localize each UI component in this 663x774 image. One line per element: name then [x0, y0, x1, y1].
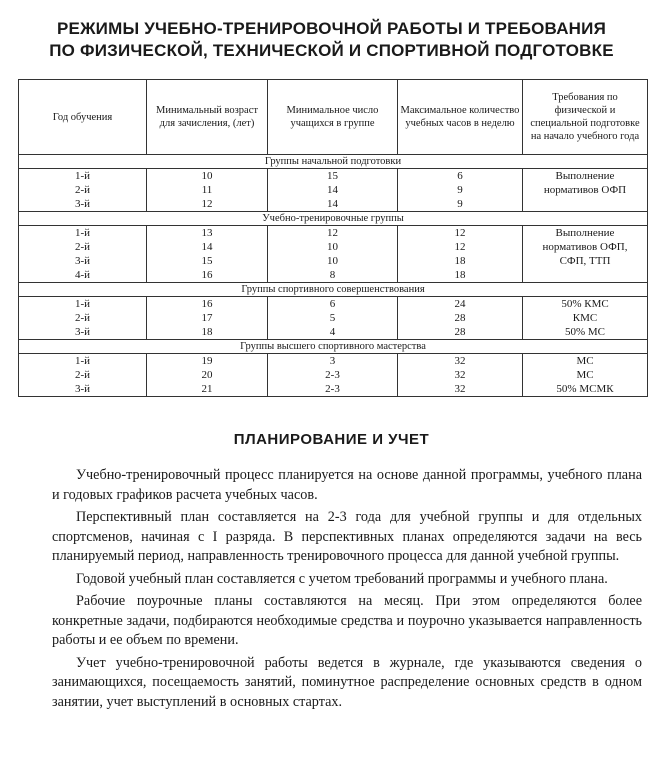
header-max-hours: Максимальное количество учебных часов в неделю — [398, 80, 523, 155]
cell-students: 6 — [268, 297, 398, 312]
cell-age: 14 — [147, 240, 268, 254]
cell-students: 5 — [268, 311, 398, 325]
cell-hours: 6 — [398, 169, 523, 184]
paragraph: Годовой учебный план составляется с учетом требований программы и учебного плана. — [76, 570, 608, 587]
cell-year: 4-й — [19, 268, 147, 283]
cell-hours: 9 — [398, 183, 523, 197]
header-min-students: Минимальное число учащихся в группе — [268, 80, 398, 155]
cell-year: 2-й — [19, 183, 147, 197]
group-header-row — [19, 283, 648, 297]
requirement-line: Выполнение — [555, 170, 615, 182]
cell-hours: 32 — [398, 382, 523, 397]
cell-age: 13 — [147, 226, 268, 241]
cell-requirements: 50% МС — [523, 325, 648, 340]
header-min-age: Минимальный возраст для зачисления, (лет) — [147, 80, 268, 155]
cell-hours: 28 — [398, 311, 523, 325]
cell-hours: 32 — [398, 354, 523, 369]
cell-year: 3-й — [19, 382, 147, 397]
cell-age: 12 — [147, 197, 268, 212]
cell-age: 19 — [147, 354, 268, 369]
cell-year: 1-й — [19, 226, 147, 241]
cell-year: 2-й — [19, 240, 147, 254]
header-year: Год обучения — [19, 80, 147, 155]
paragraph: Рабочие поурочные планы составляются на месяц. При этом определяются более конкретные задачи, подбираются необходимые средства и поурочно указывается направленность работы и ее объем по времени. — [52, 593, 642, 648]
cell-age: 10 — [147, 169, 268, 184]
cell-students: 3 — [268, 354, 398, 369]
cell-year: 3-й — [19, 254, 147, 268]
cell-age: 16 — [147, 268, 268, 283]
group-header-row — [19, 155, 648, 169]
cell-hours: 18 — [398, 268, 523, 283]
group-header-row — [19, 212, 648, 226]
cell-hours: 12 — [398, 226, 523, 241]
requirement-line: СФП, ТТП — [559, 255, 611, 267]
table-row — [19, 368, 648, 382]
paragraph: Учебно-тренировочный процесс планируется на основе данной программы, учебного плана и годовых графиков расчета учебных часов. — [52, 467, 642, 503]
cell-requirements: КМС — [523, 311, 648, 325]
cell-hours: 18 — [398, 254, 523, 268]
cell-year: 1-й — [19, 297, 147, 312]
cell-age: 16 — [147, 297, 268, 312]
table-row — [19, 382, 648, 397]
cell-students: 10 — [268, 240, 398, 254]
paragraph: Перспективный план составляется на 2-3 года для учебной группы и для отдельных спортсменов, начиная с I разряда. В перспективных планах определяются задачи на весь планируемый период, направленность тренировочного процесса для данной учебной группы. — [52, 509, 642, 564]
cell-year: 2-й — [19, 368, 147, 382]
cell-requirements: 50% МСМК — [523, 382, 648, 397]
cell-hours: 9 — [398, 197, 523, 212]
cell-requirements — [523, 226, 648, 283]
cell-hours: 12 — [398, 240, 523, 254]
group-name: Группы спортивного совершенствования — [19, 283, 648, 297]
cell-year: 3-й — [19, 325, 147, 340]
cell-year: 2-й — [19, 311, 147, 325]
section-body — [52, 466, 642, 715]
table-row — [19, 325, 648, 340]
cell-hours: 28 — [398, 325, 523, 340]
requirement-line: нормативов ОФП, — [542, 241, 628, 253]
title-line-1: РЕЖИМЫ УЧЕБНО-ТРЕНИРОВОЧНОЙ РАБОТЫ И ТРЕБОВАНИЯ — [57, 19, 606, 38]
table-row — [19, 311, 648, 325]
group-name: Группы высшего спортивного мастерства — [19, 340, 648, 354]
training-regimes-table — [18, 79, 648, 397]
cell-age: 17 — [147, 311, 268, 325]
cell-students: 15 — [268, 169, 398, 184]
cell-students: 10 — [268, 254, 398, 268]
cell-year: 1-й — [19, 354, 147, 369]
group-header-row — [19, 340, 648, 354]
document-title — [0, 18, 663, 62]
requirement-line: Выполнение — [555, 227, 615, 239]
table-row — [19, 226, 648, 241]
cell-year: 1-й — [19, 169, 147, 184]
header-requirements: Требования по физической и специальной подготовке на начало учебного года — [523, 80, 648, 155]
cell-requirements: МС — [523, 368, 648, 382]
table-header-row — [19, 80, 648, 155]
table-row — [19, 169, 648, 184]
cell-age: 18 — [147, 325, 268, 340]
table-row — [19, 354, 648, 369]
cell-hours: 32 — [398, 368, 523, 382]
cell-requirements — [523, 169, 648, 212]
cell-year: 3-й — [19, 197, 147, 212]
cell-students: 4 — [268, 325, 398, 340]
cell-age: 20 — [147, 368, 268, 382]
cell-students: 14 — [268, 183, 398, 197]
cell-hours: 24 — [398, 297, 523, 312]
table-row — [19, 297, 648, 312]
section-heading: ПЛАНИРОВАНИЕ И УЧЕТ — [233, 431, 430, 448]
group-name: Группы начальной подготовки — [19, 155, 648, 169]
title-line-2: ПО ФИЗИЧЕСКОЙ, ТЕХНИЧЕСКОЙ И СПОРТИВНОЙ ПОДГОТОВКЕ — [49, 41, 614, 60]
cell-age: 21 — [147, 382, 268, 397]
cell-age: 15 — [147, 254, 268, 268]
paragraph: Учет учебно-тренировочной работы ведется в журнале, где указываются сведения о занимающихся, посещаемость занятий, поминутное распределение основных средств в одном занятии, учет выступлений в основных стартах. — [52, 654, 642, 710]
requirement-line: нормативов ОФП — [543, 184, 627, 196]
cell-students: 14 — [268, 197, 398, 212]
cell-students: 2-3 — [268, 368, 398, 382]
cell-age: 11 — [147, 183, 268, 197]
cell-requirements: 50% КМС — [523, 297, 648, 312]
group-name: Учебно-тренировочные группы — [19, 212, 648, 226]
cell-students: 12 — [268, 226, 398, 241]
cell-students: 8 — [268, 268, 398, 283]
cell-students: 2-3 — [268, 382, 398, 397]
cell-requirements: МС — [523, 354, 648, 369]
